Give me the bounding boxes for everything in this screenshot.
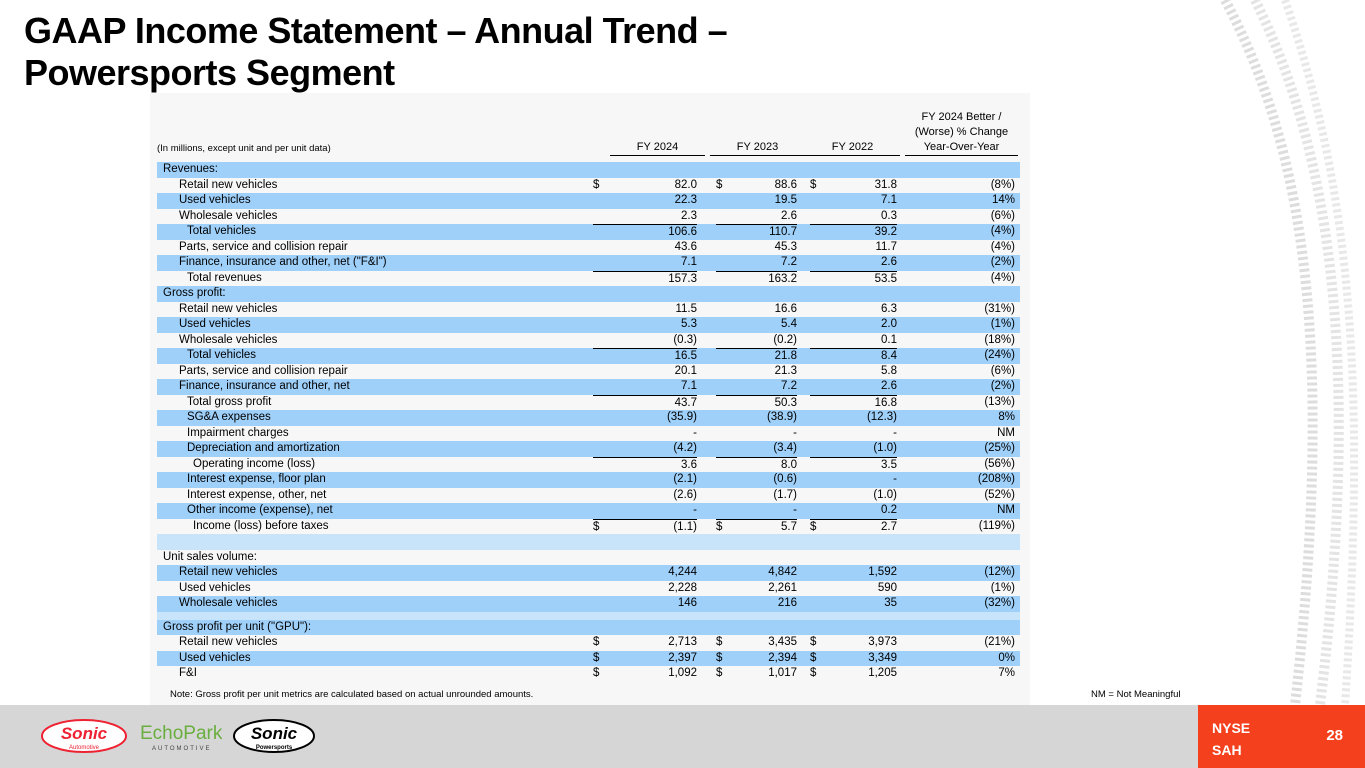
value-fy2023: 5.4 xyxy=(781,318,797,330)
value-fy2022: 35 xyxy=(884,597,897,609)
row-label: Finance, insurance and other, net ("F&I") xyxy=(179,256,387,268)
value-fy2024: 1,092 xyxy=(668,667,697,679)
value-fy2022: 39.2 xyxy=(810,224,897,241)
currency-symbol: $ xyxy=(810,651,817,664)
value-fy2023: 2,261 xyxy=(768,581,797,594)
svg-text:Automotive: Automotive xyxy=(68,745,100,751)
currency-symbol: $ xyxy=(593,519,603,536)
row-label: Total vehicles xyxy=(187,225,257,237)
value-fy2022: 2.0 xyxy=(881,318,897,330)
currency-symbol: $ xyxy=(593,178,600,191)
value-fy2023: (3.4) xyxy=(773,442,797,454)
value-fy2023: 19.5 xyxy=(774,194,797,206)
value-fy2022: 31.8 xyxy=(874,178,897,191)
value-fy2022: 2.7 xyxy=(820,519,897,536)
row-label: F&I xyxy=(179,667,197,679)
value-fy2022: 1,592 xyxy=(868,566,897,578)
value-fy2023: 7.2 xyxy=(781,256,797,268)
pct-change: 0% xyxy=(998,651,1015,664)
pct-change: (119%) xyxy=(978,519,1015,532)
value-fy2023: 7.2 xyxy=(781,380,797,392)
row-label: Retail new vehicles xyxy=(179,302,278,315)
value-fy2024: (2.6) xyxy=(673,488,697,501)
pct-change: NM xyxy=(997,504,1015,516)
value-fy2023: 163.2 xyxy=(716,271,797,288)
row-label: SG&A expenses xyxy=(187,411,271,423)
echopark-logo xyxy=(138,718,222,754)
row-label: Retail new vehicles xyxy=(179,566,278,578)
row-label: Gross profit per unit ("GPU"): xyxy=(163,620,312,633)
table-row xyxy=(157,286,1020,302)
value-fy2023: 3,435 xyxy=(768,636,797,648)
table-row xyxy=(157,472,1020,488)
table-row xyxy=(157,565,1020,581)
table-row xyxy=(157,271,1020,287)
table-row xyxy=(157,612,1020,620)
pct-change: (6%) xyxy=(990,364,1015,377)
value-fy2022: 1,205 xyxy=(868,667,897,679)
table-row xyxy=(157,410,1020,426)
pct-change: (1%) xyxy=(990,581,1015,594)
table-row xyxy=(157,426,1020,442)
value-fy2023: 1,017 xyxy=(768,667,797,679)
col-fy2023: FY 2023 xyxy=(710,140,805,156)
value-fy2023: 8.0 xyxy=(716,457,797,474)
nm-note: NM = Not Meaningful xyxy=(1091,689,1181,700)
row-label: Other income (expense), net xyxy=(187,504,333,516)
ticker-badge xyxy=(1198,705,1365,768)
value-fy2024: 2,713 xyxy=(668,636,697,648)
value-fy2022: 3,973 xyxy=(868,636,897,648)
value-fy2024: 157.3 xyxy=(593,271,697,288)
pct-change: (25%) xyxy=(984,442,1015,454)
pct-change: (6%) xyxy=(990,209,1015,222)
value-fy2024: 20.1 xyxy=(674,364,697,377)
table-row xyxy=(157,348,1020,364)
table-row xyxy=(157,620,1020,636)
sonic-powersports-logo xyxy=(232,718,316,754)
table-row xyxy=(157,302,1020,318)
svg-text:EchoPark: EchoPark xyxy=(140,723,222,744)
table-row xyxy=(157,178,1020,194)
svg-text:AUTOMOTIVE: AUTOMOTIVE xyxy=(152,746,212,752)
pct-change: (18%) xyxy=(984,333,1015,346)
row-label: Income (loss) before taxes xyxy=(193,519,329,532)
pct-change: (2%) xyxy=(990,256,1015,268)
pct-change: (208%) xyxy=(977,473,1015,485)
units-note: (In millions, except unit and per unit data) xyxy=(157,143,331,154)
row-label: Finance, insurance and other, net xyxy=(179,380,350,392)
pct-change: (13%) xyxy=(984,395,1015,408)
value-fy2024: 3.6 xyxy=(593,457,697,474)
value-fy2022: 5.8 xyxy=(881,364,897,377)
table-row xyxy=(157,333,1020,349)
table-row xyxy=(157,240,1020,256)
value-fy2023: 110.7 xyxy=(716,224,797,241)
pct-change: (56%) xyxy=(984,457,1015,470)
col-fy2024: FY 2024 xyxy=(610,140,705,156)
table-row xyxy=(157,503,1020,519)
pct-change: (52%) xyxy=(984,488,1015,501)
value-fy2023: (38.9) xyxy=(766,411,797,423)
row-label: Revenues: xyxy=(163,163,218,175)
value-fy2024: 2,228 xyxy=(668,581,697,594)
currency-symbol: $ xyxy=(716,667,723,679)
value-fy2022: 2.6 xyxy=(881,380,897,392)
value-fy2024: - xyxy=(693,504,697,516)
row-label: Wholesale vehicles xyxy=(179,333,278,346)
value-fy2024: 106.6 xyxy=(593,224,697,241)
currency-symbol: $ xyxy=(810,519,820,536)
page-title: GAAP Income Statement – Annual Trend – Powersports Segment xyxy=(24,10,728,93)
value-fy2022: (1.0) xyxy=(873,488,897,501)
table-row xyxy=(157,457,1020,473)
currency-symbol: $ xyxy=(810,667,817,679)
value-fy2022: 0.2 xyxy=(881,504,897,516)
value-fy2024: 22.3 xyxy=(674,194,697,206)
value-fy2023: 88.6 xyxy=(774,178,797,191)
svg-text:Sonic: Sonic xyxy=(60,724,108,743)
table-row xyxy=(157,651,1020,667)
table-row xyxy=(157,441,1020,457)
value-fy2023: (0.2) xyxy=(773,333,797,346)
row-label: Total gross profit xyxy=(187,395,272,408)
value-fy2024: 82.0 xyxy=(674,178,697,191)
value-fy2024: 43.6 xyxy=(674,240,697,253)
currency-symbol: $ xyxy=(593,667,600,679)
currency-symbol: $ xyxy=(810,178,817,191)
value-fy2023: 50.3 xyxy=(716,395,797,412)
row-label: Used vehicles xyxy=(179,318,251,330)
table-header xyxy=(157,106,1020,156)
value-fy2022: (12.3) xyxy=(866,411,897,423)
value-fy2023: 4,842 xyxy=(768,566,797,578)
value-fy2024: 7.1 xyxy=(681,256,697,268)
income-statement-table xyxy=(157,162,1020,682)
svg-text:Sonic: Sonic xyxy=(250,724,298,743)
table-row xyxy=(157,635,1020,651)
row-label: Parts, service and collision repair xyxy=(179,364,348,377)
value-fy2023: 2.6 xyxy=(781,209,797,222)
row-label: Interest expense, other, net xyxy=(187,488,327,501)
table-row xyxy=(157,162,1020,178)
value-fy2023: 45.3 xyxy=(774,240,797,253)
value-fy2023: 216 xyxy=(777,597,797,609)
pct-change: (4%) xyxy=(990,271,1015,284)
pct-change: (31%) xyxy=(984,302,1015,315)
value-fy2023: - xyxy=(793,504,797,516)
value-fy2022: 6.3 xyxy=(881,302,897,315)
value-fy2024: 2.3 xyxy=(681,209,697,222)
sonic-automotive-logo xyxy=(40,718,128,754)
row-label: Gross profit: xyxy=(163,287,226,299)
row-label: Retail new vehicles xyxy=(179,636,278,648)
currency-symbol: $ xyxy=(716,519,726,536)
row-label: Parts, service and collision repair xyxy=(179,240,348,253)
pct-change: 7% xyxy=(998,667,1015,679)
table-row xyxy=(157,193,1020,209)
value-fy2024: 43.7 xyxy=(593,395,697,412)
value-fy2022: 3.5 xyxy=(810,457,897,474)
value-fy2023: 2,394 xyxy=(768,651,797,664)
row-label: Used vehicles xyxy=(179,581,251,594)
currency-symbol: $ xyxy=(810,636,817,648)
pct-change: NM xyxy=(997,426,1015,439)
table-row xyxy=(157,488,1020,504)
value-fy2022: 16.8 xyxy=(810,395,897,412)
value-fy2024: - xyxy=(693,426,697,439)
currency-symbol: $ xyxy=(593,651,600,664)
value-fy2024: (35.9) xyxy=(666,411,697,423)
row-label: Total revenues xyxy=(187,271,262,284)
col-fy2022: FY 2022 xyxy=(805,140,900,156)
table-row xyxy=(157,519,1020,535)
row-label: Interest expense, floor plan xyxy=(187,473,326,485)
table-row xyxy=(157,550,1020,566)
pct-change: (1%) xyxy=(990,318,1015,330)
value-fy2022: 53.5 xyxy=(810,271,897,288)
row-label: Depreciation and amortization xyxy=(187,442,340,454)
pct-change: (4%) xyxy=(990,225,1015,237)
pct-change: (2%) xyxy=(990,380,1015,392)
row-label: Total vehicles xyxy=(187,349,257,361)
page-number: 28 xyxy=(1326,727,1343,744)
value-fy2022: 3,349 xyxy=(868,651,897,664)
value-fy2023: - xyxy=(793,426,797,439)
value-fy2023: 21.3 xyxy=(774,364,797,377)
value-fy2024: 16.5 xyxy=(593,348,697,365)
value-fy2022: 0.3 xyxy=(881,209,897,222)
value-fy2023: (1.7) xyxy=(773,488,797,501)
value-fy2023: 16.6 xyxy=(774,302,797,315)
value-fy2022: (1.0) xyxy=(873,442,897,454)
table-row xyxy=(157,209,1020,225)
value-fy2024: (0.3) xyxy=(673,333,697,346)
value-fy2024: 7.1 xyxy=(681,380,697,392)
pct-change: (12%) xyxy=(984,566,1015,578)
table-row xyxy=(157,317,1020,333)
value-fy2024: 5.3 xyxy=(681,318,697,330)
row-label: Retail new vehicles xyxy=(179,178,278,191)
row-label: Wholesale vehicles xyxy=(179,209,278,222)
value-fy2022: - xyxy=(893,426,897,439)
pct-change: (32%) xyxy=(984,597,1015,609)
pct-change: (21%) xyxy=(984,636,1015,648)
currency-symbol: $ xyxy=(716,651,723,664)
table-row xyxy=(157,364,1020,380)
value-fy2022: 8.4 xyxy=(810,348,897,365)
value-fy2022: 11.7 xyxy=(875,240,897,253)
table-row xyxy=(157,224,1020,240)
value-fy2022: 2.6 xyxy=(881,256,897,268)
table-row xyxy=(157,379,1020,395)
currency-symbol: $ xyxy=(716,178,723,191)
pct-change: (24%) xyxy=(984,349,1015,361)
table-row xyxy=(157,534,1020,550)
value-fy2023: 5.7 xyxy=(726,519,797,536)
value-fy2024: (4.2) xyxy=(673,442,697,454)
currency-symbol: $ xyxy=(593,636,600,648)
value-fy2023: (0.6) xyxy=(773,473,797,485)
tire-tracks-decoration xyxy=(1185,0,1365,705)
table-row xyxy=(157,666,1020,682)
value-fy2023: 21.8 xyxy=(716,348,797,365)
exchange: NYSE xyxy=(1212,720,1251,736)
pct-change: 8% xyxy=(998,411,1015,423)
value-fy2024: (1.1) xyxy=(603,519,697,536)
row-label: Used vehicles xyxy=(179,194,251,206)
value-fy2024: 4,244 xyxy=(668,566,697,578)
ticker: SAH xyxy=(1212,742,1242,758)
table-row xyxy=(157,255,1020,271)
row-label: Impairment charges xyxy=(187,426,289,439)
value-fy2024: 2,397 xyxy=(668,651,697,664)
value-fy2022: 590 xyxy=(877,581,897,594)
value-fy2022: 7.1 xyxy=(881,194,897,206)
footnote: Note: Gross profit per unit metrics are calculated based on actual unrounded amounts. xyxy=(170,689,534,700)
row-label: Operating income (loss) xyxy=(193,457,316,470)
row-label: Used vehicles xyxy=(179,651,251,664)
value-fy2024: (2.1) xyxy=(673,473,697,485)
pct-change: 14% xyxy=(991,194,1015,206)
col-change: FY 2024 Better / (Worse) % Change Year-Over-Year xyxy=(905,110,1018,156)
currency-symbol: $ xyxy=(716,636,723,648)
row-label: Wholesale vehicles xyxy=(179,597,278,609)
value-fy2022: - xyxy=(893,473,897,485)
row-label: Unit sales volume: xyxy=(163,550,257,563)
pct-change: (4%) xyxy=(990,240,1015,253)
table-row xyxy=(157,581,1020,597)
value-fy2022: 0.1 xyxy=(881,333,897,346)
pct-change: (8%) xyxy=(990,178,1015,191)
svg-text:Powersports: Powersports xyxy=(255,745,293,751)
table-row xyxy=(157,596,1020,612)
table-row xyxy=(157,395,1020,411)
value-fy2024: 11.5 xyxy=(675,302,697,315)
value-fy2024: 146 xyxy=(677,597,697,609)
